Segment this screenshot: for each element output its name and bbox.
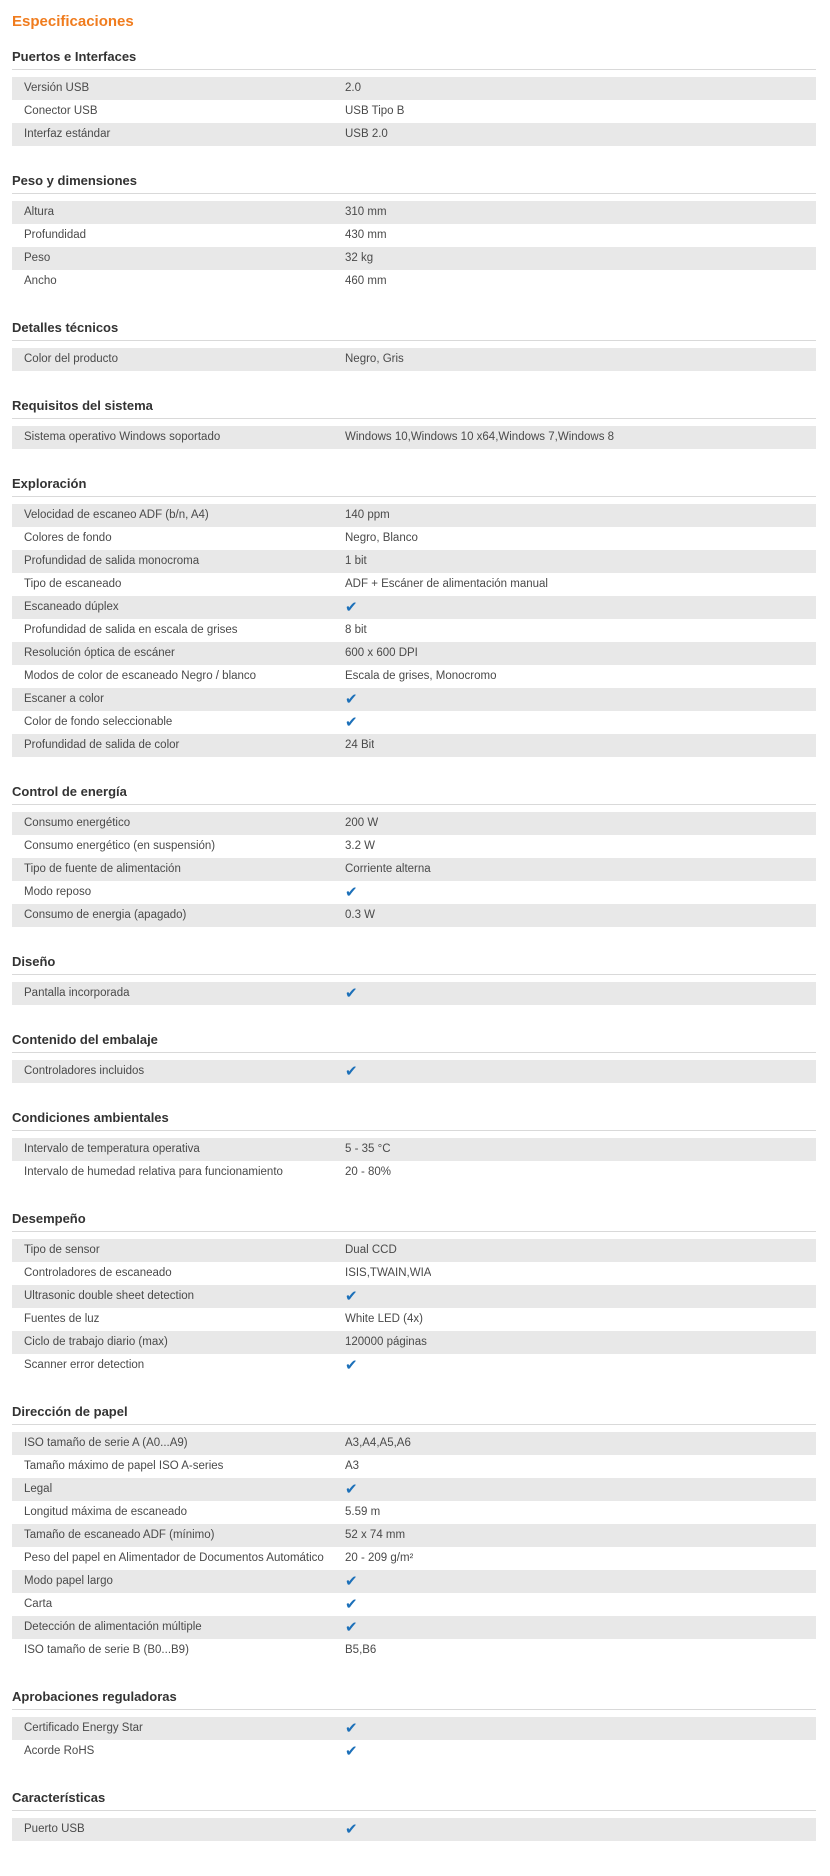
spec-value: 2.0 bbox=[345, 82, 361, 94]
spec-row bbox=[12, 904, 816, 927]
spec-label: Modo reposo bbox=[24, 886, 92, 898]
spec-label: Tamaño máximo de papel ISO A-series bbox=[24, 1460, 224, 1472]
spec-row bbox=[12, 550, 816, 573]
spec-row bbox=[12, 224, 816, 247]
spec-label: Certificado Energy Star bbox=[24, 1722, 143, 1734]
spec-rows bbox=[12, 201, 816, 293]
spec-label: Carta bbox=[24, 1598, 53, 1610]
spec-label: Altura bbox=[24, 206, 55, 218]
spec-row bbox=[12, 247, 816, 270]
spec-label: Consumo energético (en suspensión) bbox=[24, 840, 216, 852]
spec-label: ISO tamaño de serie A (A0...A9) bbox=[24, 1437, 188, 1449]
spec-label: Modo papel largo bbox=[24, 1575, 113, 1587]
spec-label: Profundidad bbox=[24, 229, 87, 241]
spec-value: 430 mm bbox=[345, 229, 387, 241]
spec-label: Tipo de fuente de alimentación bbox=[24, 863, 181, 875]
spec-label: Scanner error detection bbox=[24, 1359, 145, 1371]
spec-rows bbox=[12, 504, 816, 757]
spec-label: Profundidad de salida de color bbox=[24, 739, 180, 751]
spec-label: Profundidad de salida monocroma bbox=[24, 555, 200, 567]
spec-row bbox=[12, 123, 816, 146]
spec-section bbox=[12, 1109, 816, 1184]
spec-row bbox=[12, 1478, 816, 1501]
spec-value: 460 mm bbox=[345, 275, 387, 287]
spec-label: Pantalla incorporada bbox=[24, 987, 130, 999]
spec-rows bbox=[12, 1818, 816, 1841]
spec-value: 600 x 600 DPI bbox=[345, 647, 418, 659]
spec-value: Negro, Gris bbox=[345, 353, 404, 365]
spec-section bbox=[12, 783, 816, 927]
spec-value: ISIS,TWAIN,WIA bbox=[345, 1267, 432, 1279]
spec-row bbox=[12, 1455, 816, 1478]
check-icon: ✔ bbox=[345, 1573, 358, 1590]
spec-section bbox=[12, 1403, 816, 1662]
section-title: Diseño bbox=[12, 953, 816, 975]
spec-row bbox=[12, 1308, 816, 1331]
check-icon: ✔ bbox=[345, 884, 358, 901]
spec-value: 5.59 m bbox=[345, 1506, 381, 1518]
spec-label: Color de fondo seleccionable bbox=[24, 716, 173, 728]
spec-rows bbox=[12, 348, 816, 371]
spec-row bbox=[12, 100, 816, 123]
spec-label: Longitud máxima de escaneado bbox=[24, 1506, 188, 1518]
spec-row bbox=[12, 858, 816, 881]
spec-value: USB Tipo B bbox=[345, 105, 405, 117]
spec-label: Conector USB bbox=[24, 105, 98, 117]
spec-label: Profundidad de salida en escala de grises bbox=[24, 624, 238, 636]
spec-section bbox=[12, 1031, 816, 1083]
page-title: Especificaciones bbox=[12, 13, 134, 30]
section-title: Control de energía bbox=[12, 783, 816, 805]
spec-row bbox=[12, 734, 816, 757]
spec-row bbox=[12, 77, 816, 100]
spec-label: Ultrasonic double sheet detection bbox=[24, 1290, 195, 1302]
spec-section bbox=[12, 1789, 816, 1841]
spec-value: 310 mm bbox=[345, 206, 387, 218]
check-icon: ✔ bbox=[345, 985, 358, 1002]
spec-row bbox=[12, 504, 816, 527]
spec-value: Corriente alterna bbox=[345, 863, 431, 875]
check-icon: ✔ bbox=[345, 1357, 358, 1374]
spec-row bbox=[12, 1616, 816, 1639]
spec-section bbox=[12, 1688, 816, 1763]
spec-value: A3 bbox=[345, 1460, 360, 1472]
section-title: Desempeño bbox=[12, 1210, 816, 1232]
spec-row bbox=[12, 1262, 816, 1285]
spec-value: Windows 10,Windows 10 x64,Windows 7,Windows 8 bbox=[345, 431, 615, 443]
spec-row bbox=[12, 1639, 816, 1662]
spec-section bbox=[12, 48, 816, 146]
spec-row bbox=[12, 1740, 816, 1763]
spec-row bbox=[12, 1717, 816, 1740]
spec-row bbox=[12, 270, 816, 293]
spec-label: Tamaño de escaneado ADF (mínimo) bbox=[24, 1529, 215, 1541]
spec-label: Consumo de energia (apagado) bbox=[24, 909, 187, 921]
spec-label: Detección de alimentación múltiple bbox=[24, 1621, 202, 1633]
spec-row bbox=[12, 596, 816, 619]
spec-section bbox=[12, 172, 816, 293]
spec-rows bbox=[12, 812, 816, 927]
spec-row bbox=[12, 1138, 816, 1161]
spec-label: Modos de color de escaneado Negro / blanco bbox=[24, 670, 257, 682]
check-icon: ✔ bbox=[345, 1821, 358, 1838]
check-icon: ✔ bbox=[345, 1288, 358, 1305]
spec-section bbox=[12, 397, 816, 449]
section-title: Requisitos del sistema bbox=[12, 397, 816, 419]
spec-value: 0.3 W bbox=[345, 909, 376, 921]
spec-label: Tipo de sensor bbox=[24, 1244, 100, 1256]
spec-value: USB 2.0 bbox=[345, 128, 388, 140]
spec-value: 140 ppm bbox=[345, 509, 390, 521]
section-title: Contenido del embalaje bbox=[12, 1031, 816, 1053]
spec-label: Peso bbox=[24, 252, 51, 264]
check-icon: ✔ bbox=[345, 1596, 358, 1613]
spec-label: Velocidad de escaneo ADF (b/n, A4) bbox=[24, 509, 209, 521]
spec-value: 3.2 W bbox=[345, 840, 376, 852]
spec-value: ADF + Escáner de alimentación manual bbox=[345, 578, 548, 590]
spec-row bbox=[12, 1570, 816, 1593]
spec-value: 52 x 74 mm bbox=[345, 1529, 406, 1541]
spec-row bbox=[12, 527, 816, 550]
spec-label: Resolución óptica de escáner bbox=[24, 647, 175, 659]
spec-row bbox=[12, 711, 816, 734]
spec-row bbox=[12, 1239, 816, 1262]
spec-value: 200 W bbox=[345, 817, 379, 829]
spec-row bbox=[12, 665, 816, 688]
section-title: Aprobaciones reguladoras bbox=[12, 1688, 816, 1710]
section-title: Peso y dimensiones bbox=[12, 172, 816, 194]
spec-row bbox=[12, 1593, 816, 1616]
spec-value: A3,A4,A5,A6 bbox=[345, 1437, 411, 1449]
spec-value: 1 bit bbox=[345, 555, 367, 567]
spec-section bbox=[12, 475, 816, 757]
spec-label: Consumo energético bbox=[24, 817, 131, 829]
spec-label: Escaneado dúplex bbox=[24, 601, 119, 613]
spec-row bbox=[12, 1161, 816, 1184]
spec-label: Color del producto bbox=[24, 353, 118, 365]
spec-rows bbox=[12, 982, 816, 1005]
spec-row bbox=[12, 573, 816, 596]
spec-value: 20 - 80% bbox=[345, 1166, 392, 1178]
spec-rows bbox=[12, 77, 816, 146]
spec-label: Sistema operativo Windows soportado bbox=[24, 431, 221, 443]
spec-rows bbox=[12, 1239, 816, 1377]
section-title: Características bbox=[12, 1789, 816, 1811]
check-icon: ✔ bbox=[345, 1743, 358, 1760]
spec-label: Controladores incluidos bbox=[24, 1065, 145, 1077]
spec-row bbox=[12, 1331, 816, 1354]
spec-row bbox=[12, 1060, 816, 1083]
spec-row bbox=[12, 1547, 816, 1570]
spec-value: 20 - 209 g/m² bbox=[345, 1552, 414, 1564]
section-title: Puertos e Interfaces bbox=[12, 48, 816, 70]
spec-row bbox=[12, 1524, 816, 1547]
spec-label: ISO tamaño de serie B (B0...B9) bbox=[24, 1644, 189, 1656]
check-icon: ✔ bbox=[345, 599, 358, 616]
spec-row bbox=[12, 201, 816, 224]
spec-value: 32 kg bbox=[345, 252, 374, 264]
spec-row bbox=[12, 1285, 816, 1308]
section-title: Exploración bbox=[12, 475, 816, 497]
spec-label: Legal bbox=[24, 1483, 53, 1495]
spec-row bbox=[12, 642, 816, 665]
spec-label: Escaner a color bbox=[24, 693, 104, 705]
spec-row bbox=[12, 688, 816, 711]
spec-row bbox=[12, 812, 816, 835]
spec-value: Dual CCD bbox=[345, 1244, 397, 1256]
spec-rows bbox=[12, 1717, 816, 1763]
spec-section bbox=[12, 319, 816, 371]
spec-rows bbox=[12, 1138, 816, 1184]
spec-rows bbox=[12, 1060, 816, 1083]
spec-row bbox=[12, 1818, 816, 1841]
spec-label: Ciclo de trabajo diario (max) bbox=[24, 1336, 168, 1348]
spec-row bbox=[12, 619, 816, 642]
spec-label: Intervalo de humedad relativa para funcionamiento bbox=[24, 1166, 283, 1178]
spec-rows bbox=[12, 426, 816, 449]
spec-row bbox=[12, 426, 816, 449]
spec-value: 5 - 35 °C bbox=[345, 1143, 391, 1155]
spec-label: Puerto USB bbox=[24, 1823, 85, 1835]
spec-label: Ancho bbox=[24, 275, 57, 287]
check-icon: ✔ bbox=[345, 1063, 358, 1080]
spec-value: 120000 páginas bbox=[345, 1336, 427, 1348]
section-title: Dirección de papel bbox=[12, 1403, 816, 1425]
spec-row bbox=[12, 348, 816, 371]
spec-label: Peso del papel en Alimentador de Documentos Automático bbox=[24, 1552, 324, 1564]
spec-row bbox=[12, 835, 816, 858]
spec-label: Tipo de escaneado bbox=[24, 578, 122, 590]
spec-value: Negro, Blanco bbox=[345, 532, 418, 544]
spec-value: 8 bit bbox=[345, 624, 367, 636]
spec-value: Escala de grises, Monocromo bbox=[345, 670, 497, 682]
check-icon: ✔ bbox=[345, 1720, 358, 1737]
spec-row bbox=[12, 1501, 816, 1524]
spec-label: Interfaz estándar bbox=[24, 128, 111, 140]
spec-label: Controladores de escaneado bbox=[24, 1267, 172, 1279]
spec-value: 24 Bit bbox=[345, 739, 375, 751]
spec-value: B5,B6 bbox=[345, 1644, 377, 1656]
check-icon: ✔ bbox=[345, 691, 358, 708]
spec-value: White LED (4x) bbox=[345, 1313, 423, 1325]
spec-label: Acorde RoHS bbox=[24, 1745, 95, 1757]
section-title: Detalles técnicos bbox=[12, 319, 816, 341]
check-icon: ✔ bbox=[345, 1619, 358, 1636]
spec-sections bbox=[12, 48, 816, 1841]
spec-row bbox=[12, 982, 816, 1005]
spec-label: Versión USB bbox=[24, 82, 90, 94]
spec-row bbox=[12, 881, 816, 904]
spec-label: Fuentes de luz bbox=[24, 1313, 100, 1325]
spec-section bbox=[12, 953, 816, 1005]
spec-label: Colores de fondo bbox=[24, 532, 112, 544]
check-icon: ✔ bbox=[345, 714, 358, 731]
spec-row bbox=[12, 1354, 816, 1377]
spec-rows bbox=[12, 1432, 816, 1662]
check-icon: ✔ bbox=[345, 1481, 358, 1498]
spec-section bbox=[12, 1210, 816, 1377]
spec-row bbox=[12, 1432, 816, 1455]
section-title: Condiciones ambientales bbox=[12, 1109, 816, 1131]
spec-label: Intervalo de temperatura operativa bbox=[24, 1143, 200, 1155]
